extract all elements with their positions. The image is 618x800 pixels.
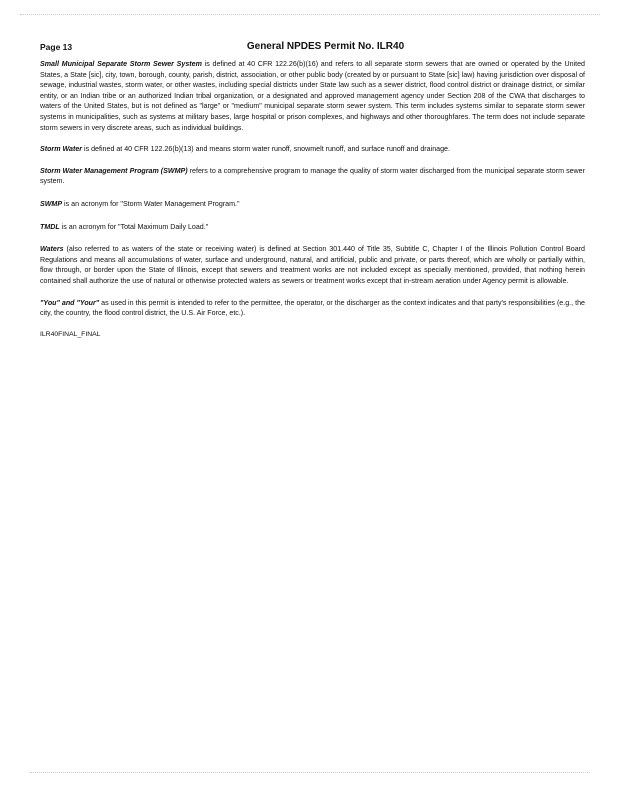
definition-text: is an acronym for "Storm Water Management Program.": [62, 199, 240, 208]
definition-text: as used in this permit is intended to refer to the permittee, the operator, or the discharger as the context indicates and that party's responsibilities (e.g., the city, the country, the flood control district, the U.S. Air Force, etc.).: [40, 298, 585, 318]
definition-text: refers to a comprehensive program to manage the quality of storm water discharged from the municipal separate storm sewer system.: [40, 166, 585, 186]
definition-term: Storm Water Management Program (SWMP): [40, 166, 188, 175]
definition-small-ms4: [40, 59, 585, 133]
page-number: Page 13: [40, 42, 73, 52]
scan-artifact-top: [20, 14, 600, 19]
definition-term: Small Municipal Separate Storm Sewer System: [40, 60, 202, 68]
definition-term: Waters: [40, 245, 64, 254]
definition-text: is defined at 40 CFR 122.26(b)(16) and refers to all separate storm sewers that are owned or operated by the United States, a State [sic], city, town, borough, county, parish, district, association, or other public body (created by or pursuant to State [sic] law) having jurisdiction over disposal of sewage, industrial wastes, storm water, or other wastes, including special districts under State law such as a sewer district, flood control district or drainage district, or similar entity, or an Indian tribe or an authorized Indian tribal organization, or a designated and approved management agency under Section 208 of the CWA that discharges to waters of the United States, but is not defined as "large" or "medium" municipal separate storm sewer system. This term includes systems similar to separate storm sewer systems in municipalities, such as systems at military bases, large hospital or prison complexes, and highways and other thoroughfares. The term does not include separate storm sewers in very discrete areas, such as individual buildings.: [40, 60, 585, 132]
definition-term: Storm Water: [40, 145, 83, 154]
definitions-list: [40, 59, 585, 340]
definition-storm-water: [40, 144, 585, 155]
definition-term: TMDL: [40, 222, 60, 231]
definition-text: is an acronym for "Total Maximum Daily Load.": [59, 222, 209, 231]
definition-text: (also referred to as waters of the state or receiving water) is defined at Section 301.440 of Title 35, Subtitle C, Chapter I of the Illinois Pollution Control Board Regulations and means all accumulations of water, surface and underground, natural, and artificial, public and private, or parts thereof, which are wholly or partially within, flow through, or border upon the State of Illinois, except that sewers and treatment works are not included except as specially mentioned, provided, that nothing herein contained shall authorize the use of natural or otherwise protected waters as sewers or treatment works except that in-stream aeration under Agency permit is allowable.: [40, 245, 585, 285]
definition-text: is defined at 40 CFR 122.26(b)(13) and means storm water runoff, snowmelt runoff, and surface runoff and drainage.: [82, 145, 450, 154]
definition-you-your: [40, 298, 585, 319]
document-code: ILR40FINAL_FINAL: [40, 330, 101, 338]
scan-artifact-bottom: [30, 772, 590, 777]
definition-term: SWMP: [40, 199, 63, 208]
permit-title: General NPDES Permit No. ILR40: [246, 41, 405, 52]
definition-waters: [40, 244, 585, 286]
definition-swmp-acronym: [40, 199, 585, 210]
definition-tmdl: [40, 222, 585, 233]
page-header: [40, 42, 585, 56]
definition-swmp-program: [40, 166, 585, 187]
definition-term: "You" and "Your": [40, 298, 100, 307]
